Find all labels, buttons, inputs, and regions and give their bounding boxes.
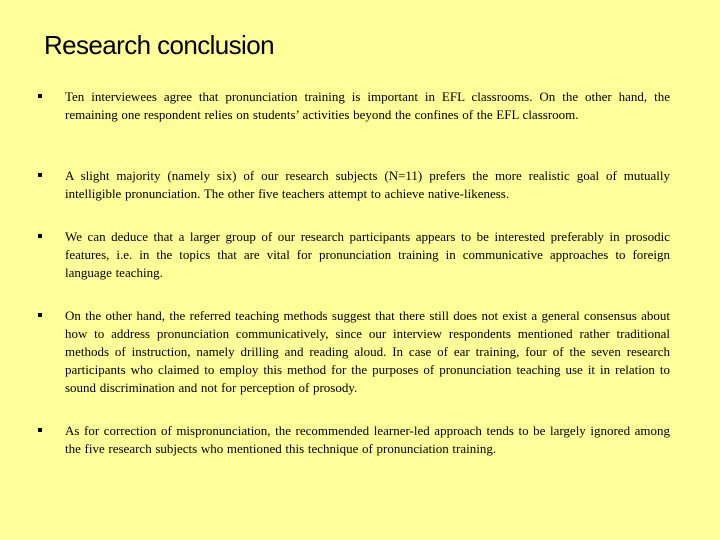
square-bullet-icon: [38, 428, 42, 432]
bullet-text: A slight majority (namely six) of our research subjects (N=11) prefers the more realistic goal of mutually intelligible pronunciation. The other five teachers attempt to achieve native-likeness.: [65, 168, 670, 201]
bullet-text: As for correction of mispronunciation, the recommended learner-led approach tends to be largely ignored among the five research subjects who mentioned this technique of pronunciation training.: [65, 423, 670, 456]
square-bullet-icon: [38, 234, 42, 238]
bullet-text: Ten interviewees agree that pronunciation training is important in EFL classrooms. On the other hand, the remaining one respondent relies on students’ activities beyond the confines of the EFL classroom.: [65, 89, 670, 122]
square-bullet-icon: [38, 94, 42, 98]
bullet-text: On the other hand, the referred teaching methods suggest that there still does not exist a general consensus about how to address pronunciation communicatively, since our interview respondents mentioned rather traditional methods of instruction, namely drilling and reading aloud. In case of ear training, four of the seven research participants who claimed to employ this method for the purposes of pronunciation teaching use it in relation to sound discrimination and not for perception of prosody.: [65, 308, 670, 395]
square-bullet-icon: [38, 173, 42, 177]
bullet-text: We can deduce that a larger group of our research participants appears to be interested preferably in prosodic features, i.e. in the topics that are vital for pronunciation training in communicative approaches to foreign language teaching.: [65, 229, 670, 280]
square-bullet-icon: [38, 313, 42, 317]
slide-title: Research conclusion: [44, 30, 274, 60]
